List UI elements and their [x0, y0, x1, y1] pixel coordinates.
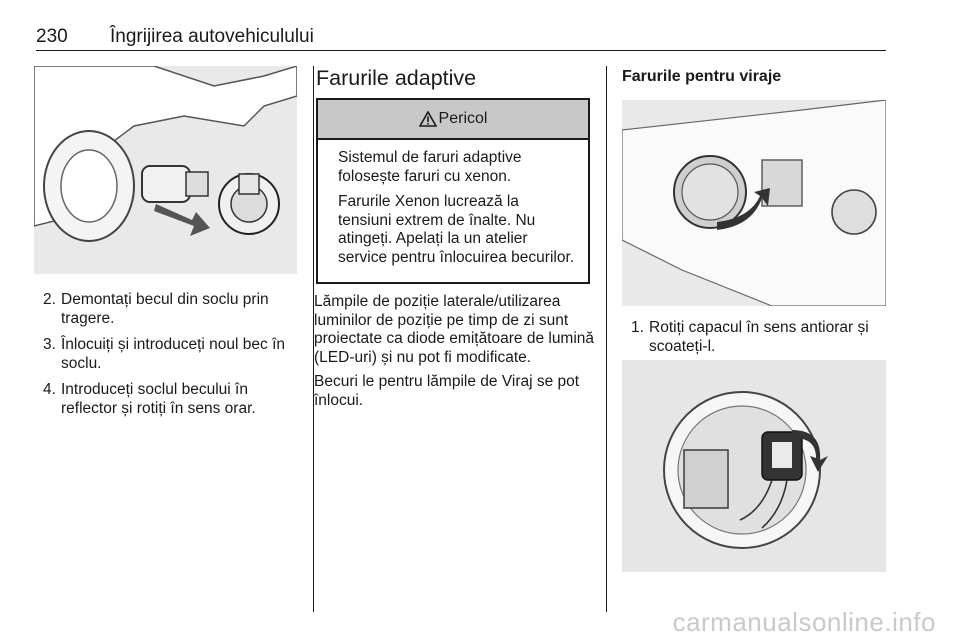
- danger-warning-box: [316, 98, 590, 284]
- page-header: [36, 20, 886, 51]
- subsection-title: Farurile pentru viraje: [622, 68, 782, 85]
- body-text: [314, 293, 599, 416]
- warning-title: Pericol: [438, 110, 488, 127]
- list-item: 1. Rotiți capacul în sens antiorar și scoateți-l.: [631, 319, 869, 355]
- right-step-list: [622, 318, 886, 363]
- warning-triangle-icon: [419, 111, 437, 127]
- cornering-bulb-socket-illustration: [622, 360, 886, 572]
- list-item: 4. Introduceți soclul becului în reflector și rotiți în sens orar.: [43, 381, 256, 417]
- warning-paragraph: Farurile Xenon lucrează la tensiuni extrem de înalte. Nu atingeți. Apelați la un atelier service pentru înlocuirea becurilor.: [338, 193, 575, 266]
- body-paragraph: Becuri le pentru lămpile de Viraj se pot înlocui.: [314, 373, 580, 409]
- body-paragraph: Lămpile de poziție laterale/utilizarea luminilor de poziție pe timp de zi sunt proiectate ca diode emițătoare de lumină (LED-uri) și nu pot fi modificate.: [314, 293, 595, 366]
- bulb-removal-illustration: [34, 66, 297, 274]
- chapter-title: Îngrijirea autovehiculului: [110, 26, 314, 47]
- cornering-light-cap-illustration: [622, 100, 886, 306]
- list-item: 2. Demontați becul din soclu prin tragere.: [43, 291, 269, 327]
- warning-body: [318, 140, 588, 267]
- watermark: carmanualsonline.info: [672, 607, 936, 637]
- page-number: 230: [36, 26, 68, 47]
- column-divider-right: [606, 66, 607, 612]
- warning-paragraph: Sistemul de faruri adaptive folosește faruri cu xenon.: [338, 149, 522, 185]
- section-title: Farurile adaptive: [316, 66, 477, 90]
- list-item: 3. Înlocuiți și introduceți noul bec în soclu.: [43, 336, 286, 372]
- warning-header: [318, 100, 588, 140]
- left-step-list: [34, 290, 302, 425]
